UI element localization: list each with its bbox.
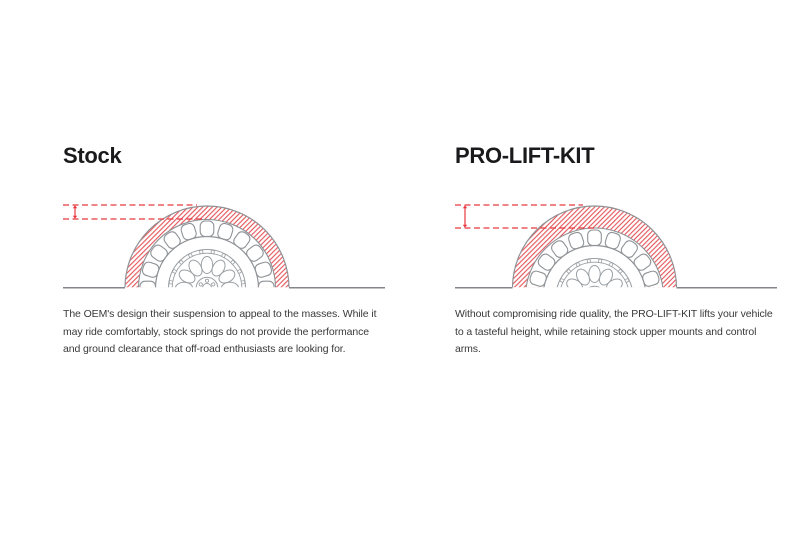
pro-lift-kit-heading: PRO-LIFT-KIT bbox=[455, 143, 595, 168]
text-line: may ride comfortably, stock springs do not provide the performance bbox=[63, 325, 370, 338]
text-line: and ground clearance that off-road enthusiasts are looking for. bbox=[63, 343, 346, 355]
panel-pro-lift-kit bbox=[455, 0, 795, 534]
pro-lift-kit-description bbox=[455, 306, 785, 359]
text-line: to a tasteful height, while retaining stock upper mounts and control bbox=[455, 325, 757, 338]
text-line: arms. bbox=[455, 343, 481, 355]
panel-stock bbox=[63, 0, 403, 534]
text-line: The OEM's design their suspension to appeal to the masses. While it bbox=[63, 308, 377, 320]
lift-kit-wheel-diagram bbox=[455, 192, 777, 292]
stock-heading: Stock bbox=[63, 143, 122, 168]
text-line: Without compromising ride quality, the PRO-LIFT-KIT lifts your vehicle bbox=[455, 308, 773, 320]
stock-wheel-diagram bbox=[63, 192, 385, 292]
stock-description bbox=[63, 306, 393, 359]
